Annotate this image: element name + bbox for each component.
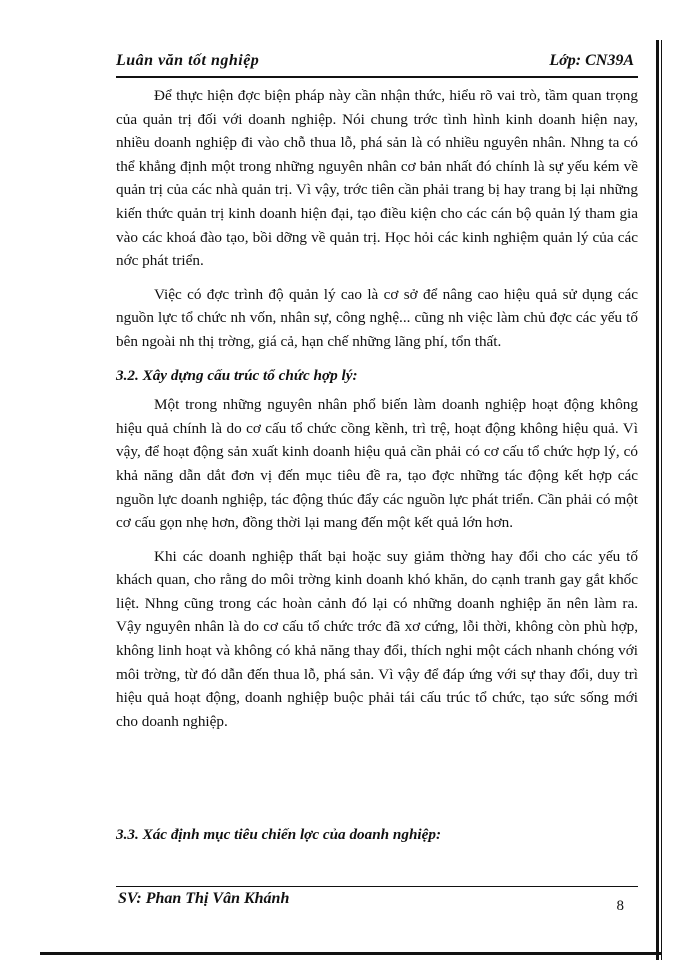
page-border-right — [656, 40, 659, 960]
header-class-code: Lớp: CN39A — [549, 52, 634, 69]
body-paragraph: Việc có đợc trình độ quản lý cao là cơ sở để nâng cao hiệu quả sử dụng các nguồn lực tổ chức nh vốn, nhân sự, công nghệ... cũng nh việc làm chủ đợc các yếu tố bên ngoài nh thị trờng, giá cả, hạn chế những lãng phí, tổn thất. — [116, 285, 638, 350]
footer-divider — [116, 886, 638, 887]
page-footer — [116, 890, 638, 918]
page-body — [116, 84, 638, 743]
section-heading-3-3: 3.3. Xác định mục tiêu chiến lợc của doanh nghiệp: — [116, 826, 442, 843]
body-paragraph: Một trong những nguyên nhân phổ biến làm doanh nghiệp hoạt động không hiệu quả chính là do cơ cấu tổ chức cồng kềnh, trì trệ, hoạt động không hiệu quả. Vì vậy, để hoạt động sản xuất kinh doanh hiệu quả cần phải có cơ cấu tổ chức hợp lý, có khả năng dẫn dắt đơn vị đến mục tiêu đề ra, tạo đợc những tác động kết hợp các nguồn lực doanh nghiệp, tác động thúc đẩy các nguồn lực phát triển. Cần phải có một cơ cấu gọn nhẹ hơn, đồng thời lại mang đến một kết quả lớn hơn. — [116, 396, 638, 532]
page-number: 8 — [616, 898, 624, 914]
footer-author: SV: Phan Thị Vân Khánh — [118, 890, 290, 907]
header-divider — [116, 76, 638, 78]
header-thesis-title: Luân văn tốt nghiệp — [116, 52, 260, 69]
page-border-bottom — [40, 952, 662, 955]
page-border-right-thin — [661, 40, 662, 960]
body-paragraph: Để thực hiện đợc biện pháp này cần nhận thức, hiểu rõ vai trò, tầm quan trọng của quản trị đối với doanh nghiệp. Nói chung trớc tình hình kinh doanh hiện nay, nhiều doanh nghiệp đi vào chỗ thua lỗ, phá sản là có nhiều nguyên nhân. Nhng ta có thể khẳng định một trong những nguyên nhân cơ bản nhất đó chính là sự yếu kém về quản trị của các nhà quản trị. Vì vậy, trớc tiên cần phải trang bị hay trang bị lại những kiến thức quản trị kinh doanh hiện đại, tạo điều kiện cho các cán bộ quản lý tham gia vào các khoá đào tạo, bồi dỡng về quản trị. Học hỏi các kinh nghiệm quản lý của các nớc phát triển. — [116, 87, 638, 270]
section-heading-3-2: 3.2. Xây dựng cấu trúc tổ chức hợp lý: — [116, 366, 358, 384]
page-header — [116, 52, 636, 78]
body-paragraph: Khi các doanh nghiệp thất bại hoặc suy giảm thờng hay đổi cho các yếu tố khách quan, cho rằng do môi trờng kinh doanh khó khăn, do cạnh tranh gay gắt khốc liệt. Nhng cũng trong các hoàn cảnh đó lại có những doanh nghiệp ăn nên làm ra. Vậy nguyên nhân là do cơ cấu tổ chức trớc đã xơ cứng, lỗi thời, không còn phù hợp, không linh hoạt và không có khả năng thay đổi, thích nghi một cách nhanh chóng với môi trờng, từ đó dẫn đến thua lỗ, phá sản. Vì vậy để đáp ứng với sự thay đổi, duy trì hiệu quả hoạt động, doanh nghiệp buộc phải tái cấu trúc tổ chức, tạo sức sống mới cho doanh nghiệp. — [116, 547, 638, 730]
